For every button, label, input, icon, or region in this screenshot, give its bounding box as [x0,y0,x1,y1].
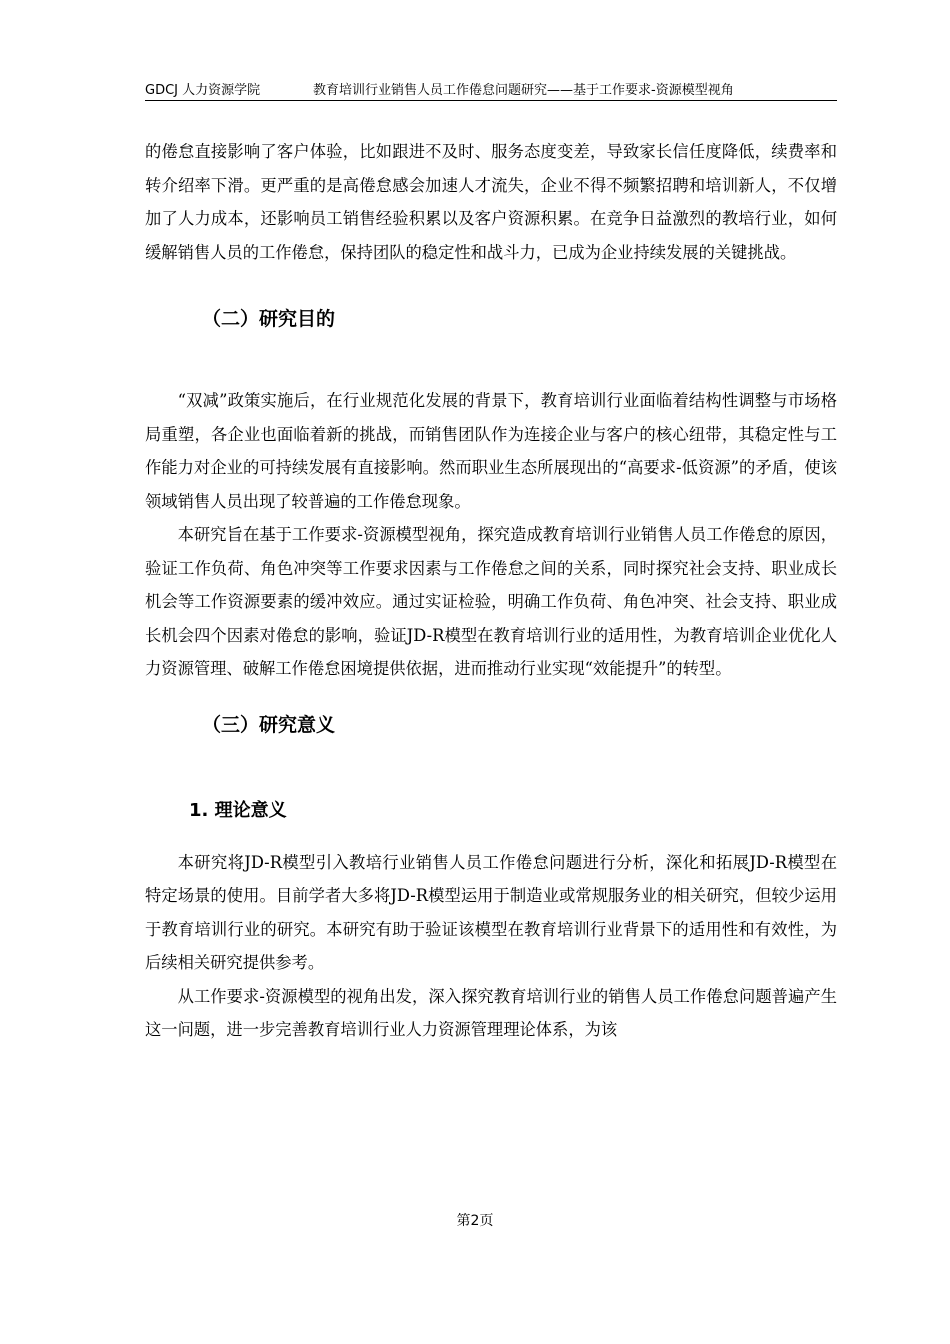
header-title: 教育培训行业销售人员工作倦怠问题研究——基于工作要求-资源模型视角 [313,83,734,98]
paragraph: 从工作要求-资源模型的视角出发，深入探究教育培训行业的销售人员工作倦怠问题普遍产生这一问题，进一步完善教育培训行业人力资源管理理论体系，为该 [145,986,837,1039]
paragraph: “双减”政策实施后，在行业规范化发展的背景下，教育培训行业面临着结构性调整与市场格局重塑，各企业也面临着新的挑战，而销售团队作为连接企业与客户的核心纽带，其稳定性与工作能力对企业的可持续发展有直接影响。然而职业生态所展现出的“高要求-低资源”的矛盾，使该领域销售人员出现了较普遍的工作倦怠现象。 [145,391,837,511]
page-header [145,76,837,101]
page-number: 第2页 [456,1213,494,1229]
section-heading-significance: （三）研究意义 [202,713,336,736]
intro-paragraph: 的倦怠直接影响了客户体验，比如跟进不及时、服务态度变差，导致家长信任度降低，续费率和转介绍率下滑。更严重的是高倦怠感会加速人才流失，企业不得不频繁招聘和培训新人，不仅增加了人力成本，还影响员工销售经验积累以及客户资源积累。在竞争日益激烈的教培行业，如何缓解销售人员的工作倦怠，保持团队的稳定性和战斗力，已成为企业持续发展的关键挑战。 [145,142,837,262]
paragraph: 本研究将JD-R模型引入教培行业销售人员工作倦怠问题进行分析，深化和拓展JD-R模型在特定场景的使用。目前学者大多将JD-R模型运用于制造业或常规服务业的相关研究，但较少运用于教育培训行业的研究。本研究有助于验证该模型在教育培训行业背景下的适用性和有效性，为后续相关研究提供参考。 [145,852,837,972]
subsection-heading-theory: 1. 理论意义 [189,799,287,821]
header-org: GDCJ 人力资源学院 [145,83,261,98]
document-body [145,135,837,1047]
section-heading-purpose: （二）研究目的 [202,308,336,330]
paragraph: 本研究旨在基于工作要求-资源模型视角，探究造成教育培训行业销售人员工作倦怠的原因，验证工作负荷、角色冲突等工作要求因素与工作倦怠之间的关系，同时探究社会支持、职业成长机会等工作资源要素的缓冲效应。通过实证检验，明确工作负荷、角色冲突、社会支持、职业成长机会四个因素对倦怠的影响，验证JD-R模型在教育培训行业的适用性，为教育培训企业优化人力资源管理、破解工作倦怠困境提供依据，进而推动行业实现“效能提升”的转型。 [145,525,837,678]
